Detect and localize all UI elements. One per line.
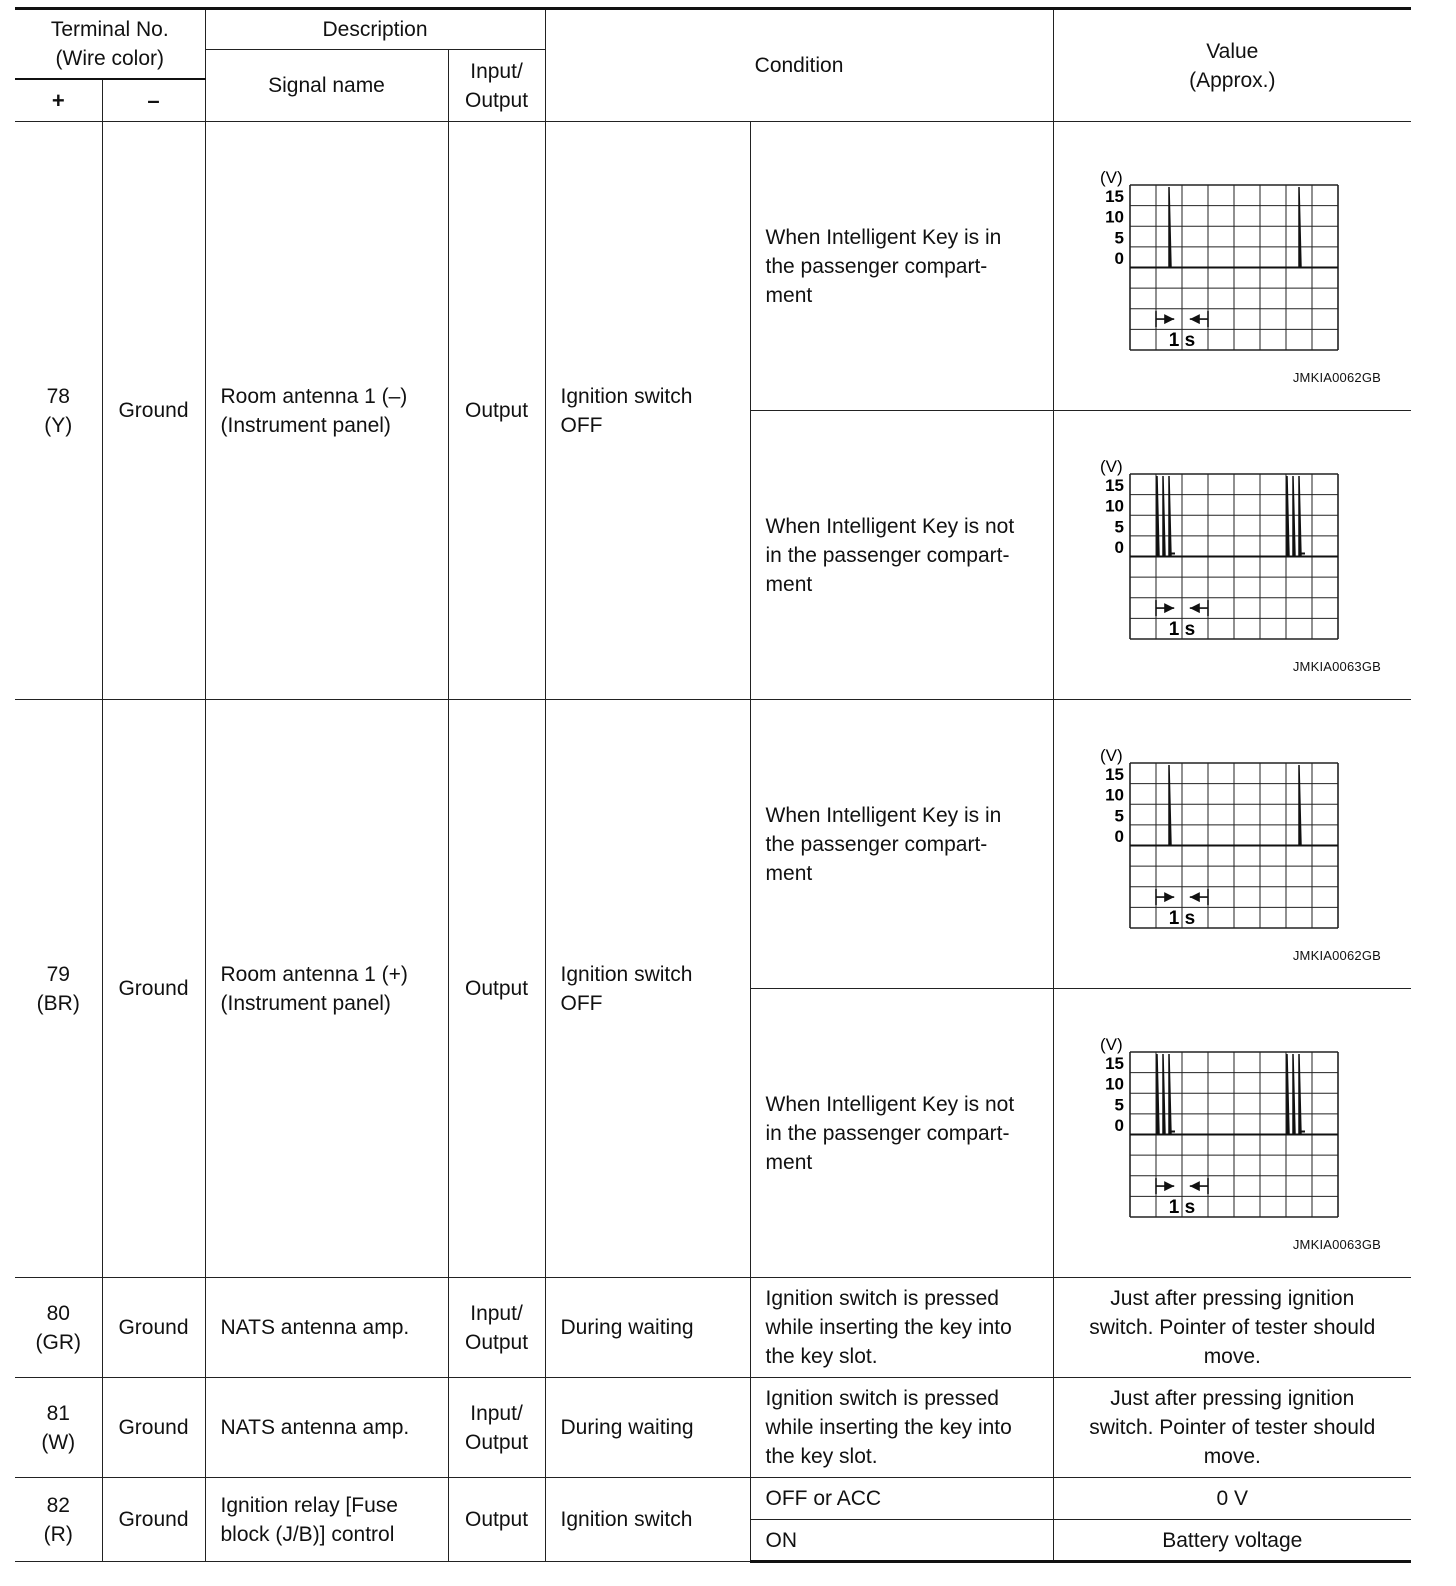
terminal-table	[15, 7, 1411, 1563]
header-description: Description	[205, 9, 545, 50]
pulse	[1169, 187, 1171, 268]
header-approx-label: (Approx.)	[1189, 68, 1276, 92]
waveform-graph	[1062, 719, 1382, 939]
table-row	[15, 122, 1411, 411]
sub-condition	[750, 989, 1053, 1278]
minus-terminal: Ground	[102, 1378, 205, 1478]
waveform-cell	[1053, 700, 1411, 989]
wire-color: (W)	[41, 1430, 76, 1454]
condition: Ignition switch	[545, 1478, 750, 1562]
terminal-cell	[15, 1278, 102, 1378]
table-row	[15, 1478, 1411, 1520]
sub-condition-line: the passenger compart-	[765, 254, 988, 278]
sub-condition	[750, 1278, 1053, 1378]
sub-condition-line: When Intelligent Key is in	[765, 803, 1002, 827]
pulse	[1287, 476, 1289, 557]
sub-condition-line: ment	[765, 283, 813, 307]
table-row	[15, 700, 1411, 989]
time-scale-label: 1 s	[1168, 618, 1195, 640]
pulse	[1293, 1054, 1295, 1135]
condition-line: OFF	[560, 413, 603, 437]
terminal-cell	[15, 122, 102, 700]
waveform-cell	[1053, 989, 1411, 1278]
sub-condition	[750, 411, 1053, 700]
header-signal-name: Signal name	[205, 50, 448, 122]
pulse	[1157, 476, 1159, 557]
header-io-line-2: Output	[464, 88, 529, 112]
minus-terminal: Ground	[102, 700, 205, 1278]
header-terminal-no	[15, 9, 205, 79]
value-line: Just after pressing ignition	[1110, 1287, 1355, 1310]
header-value	[1053, 9, 1411, 122]
pulse	[1157, 1054, 1159, 1135]
y-tick-label: 0	[1114, 826, 1124, 846]
sub-condition: OFF or ACC	[750, 1478, 1053, 1520]
sub-condition-line: ment	[765, 1150, 813, 1174]
sub-condition-line: in the passenger compart-	[765, 1121, 1010, 1145]
wire-color: (Y)	[44, 413, 73, 437]
axis-unit: (V)	[1099, 745, 1123, 765]
signal-name	[205, 1478, 448, 1562]
header-minus: –	[102, 79, 205, 122]
time-marker-arrow	[1189, 1181, 1199, 1191]
y-tick-label: 15	[1104, 186, 1124, 206]
io-type: Output	[448, 1478, 545, 1562]
figure-code: JMKIA0062GB	[1292, 369, 1382, 385]
header-plus: +	[15, 79, 102, 122]
table-row	[15, 1378, 1411, 1478]
time-marker-arrow	[1164, 1181, 1174, 1191]
sub-condition	[750, 1378, 1053, 1478]
condition-line: Ignition switch	[560, 384, 693, 408]
terminal-cell	[15, 1378, 102, 1478]
sub-condition-line: When Intelligent Key is not	[765, 1092, 1015, 1116]
header-input-output	[448, 50, 545, 122]
sub-condition-line: ment	[765, 861, 813, 885]
minus-terminal: Ground	[102, 1478, 205, 1562]
sub-condition-line: the key slot.	[765, 1445, 878, 1468]
terminal-number: 78	[46, 384, 70, 408]
value-line: Just after pressing ignition	[1110, 1387, 1355, 1410]
table-row	[15, 1278, 1411, 1378]
sub-condition-line: When Intelligent Key is not	[765, 514, 1015, 538]
sub-condition	[750, 700, 1053, 989]
value-line: move.	[1203, 1445, 1261, 1468]
time-scale-label: 1 s	[1168, 329, 1195, 351]
value-line: move.	[1203, 1345, 1261, 1368]
io-type	[448, 1278, 545, 1378]
axis-unit: (V)	[1099, 1034, 1123, 1054]
condition	[545, 122, 750, 700]
time-marker-arrow	[1164, 892, 1174, 902]
waveform-cell	[1053, 411, 1411, 700]
header-io-line-1: Input/	[470, 59, 523, 83]
signal-name	[205, 122, 448, 700]
sub-condition-line: while inserting the key into	[765, 1416, 1012, 1439]
sub-condition-line: Ignition switch is pressed	[765, 1287, 999, 1310]
value-line: switch. Pointer of tester should	[1089, 1316, 1376, 1339]
header-wire-color-label: (Wire color)	[55, 46, 164, 70]
condition-line: Ignition switch	[560, 962, 693, 986]
y-tick-label: 10	[1104, 1074, 1124, 1094]
signal-name: NATS antenna amp.	[205, 1378, 448, 1478]
wire-color: (BR)	[36, 991, 80, 1015]
sub-condition-line: the passenger compart-	[765, 832, 988, 856]
y-tick-label: 10	[1104, 496, 1124, 516]
y-tick-label: 5	[1114, 516, 1124, 536]
sub-condition-line: in the passenger compart-	[765, 543, 1010, 567]
terminal-number: 79	[46, 962, 70, 986]
y-tick-label: 10	[1104, 785, 1124, 805]
minus-terminal: Ground	[102, 122, 205, 700]
time-scale-label: 1 s	[1168, 907, 1195, 929]
pulse	[1299, 765, 1301, 846]
terminal-cell	[15, 700, 102, 1278]
value-cell: 0 V	[1053, 1478, 1411, 1520]
sub-condition-line: Ignition switch is pressed	[765, 1387, 999, 1410]
time-scale-label: 1 s	[1168, 1196, 1195, 1218]
pulse	[1169, 765, 1171, 846]
y-tick-label: 5	[1114, 1094, 1124, 1114]
signal-line: Room antenna 1 (+)	[220, 962, 408, 986]
value-line: switch. Pointer of tester should	[1089, 1416, 1376, 1439]
io-line: Input/	[470, 1301, 523, 1325]
time-marker-arrow	[1189, 892, 1199, 902]
figure-code: JMKIA0063GB	[1292, 1236, 1382, 1252]
time-marker-arrow	[1164, 603, 1174, 613]
value-cell	[1053, 1378, 1411, 1478]
y-tick-label: 10	[1104, 207, 1124, 227]
sub-condition-line: When Intelligent Key is in	[765, 225, 1002, 249]
pulse	[1169, 476, 1171, 557]
io-line: Output	[464, 1430, 529, 1454]
y-tick-label: 5	[1114, 227, 1124, 247]
signal-line: Room antenna 1 (–)	[220, 384, 408, 408]
header-terminal-label: Terminal No.	[50, 17, 169, 41]
sub-condition-line: while inserting the key into	[765, 1316, 1012, 1339]
condition	[545, 700, 750, 1278]
io-line: Output	[464, 1330, 529, 1354]
y-tick-label: 15	[1104, 1053, 1124, 1073]
io-line: Input/	[470, 1401, 523, 1425]
y-tick-label: 15	[1104, 475, 1124, 495]
terminal-cell	[15, 1478, 102, 1562]
y-tick-label: 0	[1114, 537, 1124, 557]
signal-line: block (J/B)] control	[220, 1522, 395, 1546]
pulse	[1299, 187, 1301, 268]
io-type: Output	[448, 122, 545, 700]
signal-line: (Instrument panel)	[220, 413, 391, 437]
signal-name	[205, 700, 448, 1278]
waveform-cell	[1053, 122, 1411, 411]
minus-terminal: Ground	[102, 1278, 205, 1378]
value-cell	[1053, 1278, 1411, 1378]
signal-name: NATS antenna amp.	[205, 1278, 448, 1378]
waveform-graph	[1062, 430, 1382, 650]
pulse	[1299, 1054, 1301, 1135]
sub-condition	[750, 122, 1053, 411]
signal-line: (Instrument panel)	[220, 991, 391, 1015]
wire-color: (GR)	[35, 1330, 81, 1354]
y-tick-label: 0	[1114, 1115, 1124, 1135]
value-cell: Battery voltage	[1053, 1520, 1411, 1562]
io-type: Output	[448, 700, 545, 1278]
terminal-number: 81	[46, 1401, 70, 1425]
pulse	[1299, 476, 1301, 557]
y-tick-label: 0	[1114, 248, 1124, 268]
pulse	[1293, 476, 1295, 557]
pulse	[1169, 1054, 1171, 1135]
figure-code: JMKIA0062GB	[1292, 947, 1382, 963]
io-type	[448, 1378, 545, 1478]
terminal-number: 80	[46, 1301, 70, 1325]
pulse	[1163, 1054, 1165, 1135]
condition-line: OFF	[560, 991, 603, 1015]
axis-unit: (V)	[1099, 456, 1123, 476]
y-tick-label: 15	[1104, 764, 1124, 784]
time-marker-arrow	[1189, 603, 1199, 613]
time-marker-arrow	[1164, 314, 1174, 324]
terminal-table-page	[15, 7, 1411, 1563]
signal-line: Ignition relay [Fuse	[220, 1493, 398, 1517]
waveform-graph	[1062, 1008, 1382, 1228]
pulse	[1163, 476, 1165, 557]
terminal-number: 82	[46, 1493, 70, 1517]
sub-condition: ON	[750, 1520, 1053, 1562]
waveform-graph	[1062, 141, 1382, 361]
y-tick-label: 5	[1114, 805, 1124, 825]
axis-unit: (V)	[1099, 167, 1123, 187]
pulse	[1287, 1054, 1289, 1135]
wire-color: (R)	[43, 1522, 73, 1546]
condition: During waiting	[545, 1278, 750, 1378]
sub-condition-line: ment	[765, 572, 813, 596]
sub-condition-line: the key slot.	[765, 1345, 878, 1368]
header-value-label: Value	[1206, 39, 1259, 63]
header-condition: Condition	[545, 9, 1053, 122]
time-marker-arrow	[1189, 314, 1199, 324]
figure-code: JMKIA0063GB	[1292, 658, 1382, 674]
condition: During waiting	[545, 1378, 750, 1478]
